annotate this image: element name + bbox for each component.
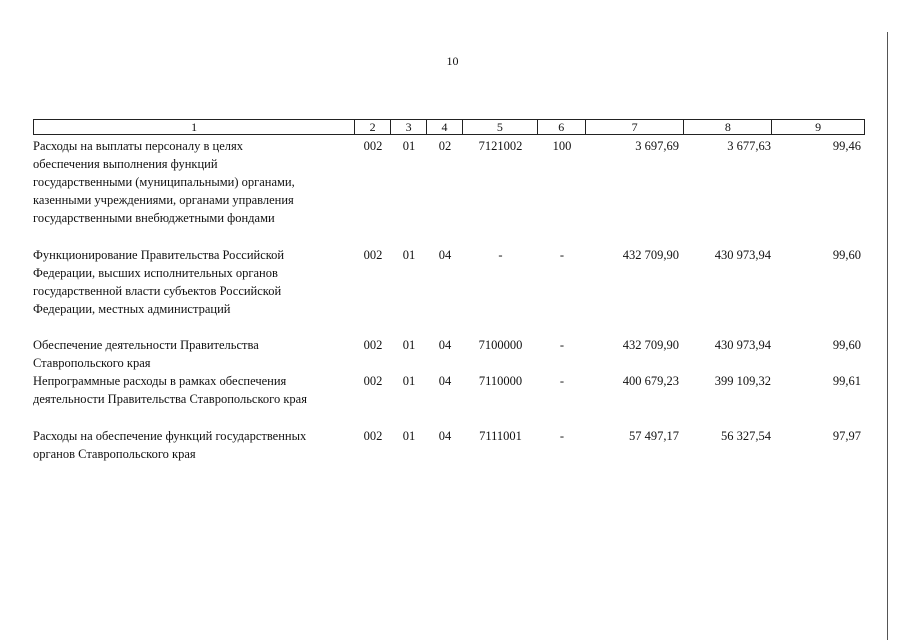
- column-header-4: 4: [427, 120, 463, 134]
- cell-col2: 002: [363, 338, 383, 352]
- cell-col4: 04: [438, 429, 452, 443]
- cell-col9: 99,60: [832, 248, 861, 262]
- row-description: Непрограммные расходы в рамках обеспечения деятельности Правительства Ставропольского края: [33, 374, 307, 406]
- cell-col7: 432 709,90: [622, 338, 679, 352]
- cell-col7: 432 709,90: [622, 248, 679, 262]
- cell-col7: 57 497,17: [629, 429, 679, 443]
- cell-col4: 02: [438, 139, 452, 153]
- row-description: Функционирование Правительства Российской Федерации, высших исполнительных органов государственной власти субъектов Российской Федерации, местных администраций: [33, 248, 285, 316]
- cell-col3: 01: [402, 139, 416, 153]
- cell-col2: 002: [363, 139, 383, 153]
- cell-col7: 400 679,23: [622, 374, 679, 388]
- cell-col8: 430 973,94: [714, 248, 771, 262]
- table-row: [33, 372, 865, 408]
- cell-col5: 7111001: [479, 429, 522, 443]
- column-header-7: 7: [586, 120, 685, 134]
- cell-col7: 3 697,69: [635, 139, 679, 153]
- cell-col6: -: [559, 374, 565, 388]
- budget-table: [33, 119, 865, 461]
- cell-col3: 01: [402, 248, 416, 262]
- cell-col5: 7110000: [478, 374, 523, 388]
- cell-col2: 002: [363, 248, 383, 262]
- row-description: Расходы на выплаты персоналу в целях обеспечения выполнения функций государственными (муниципальными) органами, казенными учреждениями, органами управления государственными внебюджетными фондами: [33, 139, 295, 225]
- table-row: [33, 246, 865, 318]
- cell-col8: 430 973,94: [714, 338, 771, 352]
- cell-col3: 01: [402, 374, 416, 388]
- table-row: [33, 137, 865, 227]
- cell-col2: 002: [363, 374, 383, 388]
- cell-col5: 7100000: [478, 338, 523, 352]
- column-header-1: 1: [34, 120, 355, 134]
- cell-col9: 99,61: [832, 374, 861, 388]
- row-description: Расходы на обеспечение функций государственных органов Ставропольского края: [33, 429, 307, 461]
- cell-col4: 04: [438, 338, 452, 352]
- page-number: 10: [446, 54, 459, 68]
- cell-col2: 002: [363, 429, 383, 443]
- column-header-8: 8: [684, 120, 772, 134]
- cell-col8: 399 109,32: [714, 374, 771, 388]
- table-header-row: [33, 119, 865, 135]
- cell-col9: 99,46: [832, 139, 861, 153]
- page-edge-line: [887, 32, 888, 640]
- column-header-6: 6: [538, 120, 586, 134]
- cell-col3: 01: [402, 338, 416, 352]
- cell-col6: -: [559, 338, 565, 352]
- column-header-9: 9: [815, 120, 822, 134]
- cell-col4: 04: [438, 374, 452, 388]
- cell-col3: 01: [402, 429, 416, 443]
- cell-col8: 3 677,63: [727, 139, 771, 153]
- cell-col9: 97,97: [832, 429, 861, 443]
- row-description: Обеспечение деятельности Правительства Ставропольского края: [33, 338, 259, 370]
- cell-col5: -: [498, 248, 503, 262]
- cell-col6: 100: [552, 139, 572, 153]
- table-row: [33, 427, 865, 463]
- column-header-2: 2: [355, 120, 391, 134]
- cell-col5: 7121002: [478, 139, 523, 153]
- cell-col6: -: [559, 248, 565, 262]
- cell-col8: 56 327,54: [721, 429, 771, 443]
- cell-col4: 04: [438, 248, 452, 262]
- cell-col9: 99,60: [832, 338, 861, 352]
- column-header-3: 3: [391, 120, 427, 134]
- table-row: [33, 336, 865, 372]
- cell-col6: -: [559, 429, 565, 443]
- column-header-5: 5: [463, 120, 538, 134]
